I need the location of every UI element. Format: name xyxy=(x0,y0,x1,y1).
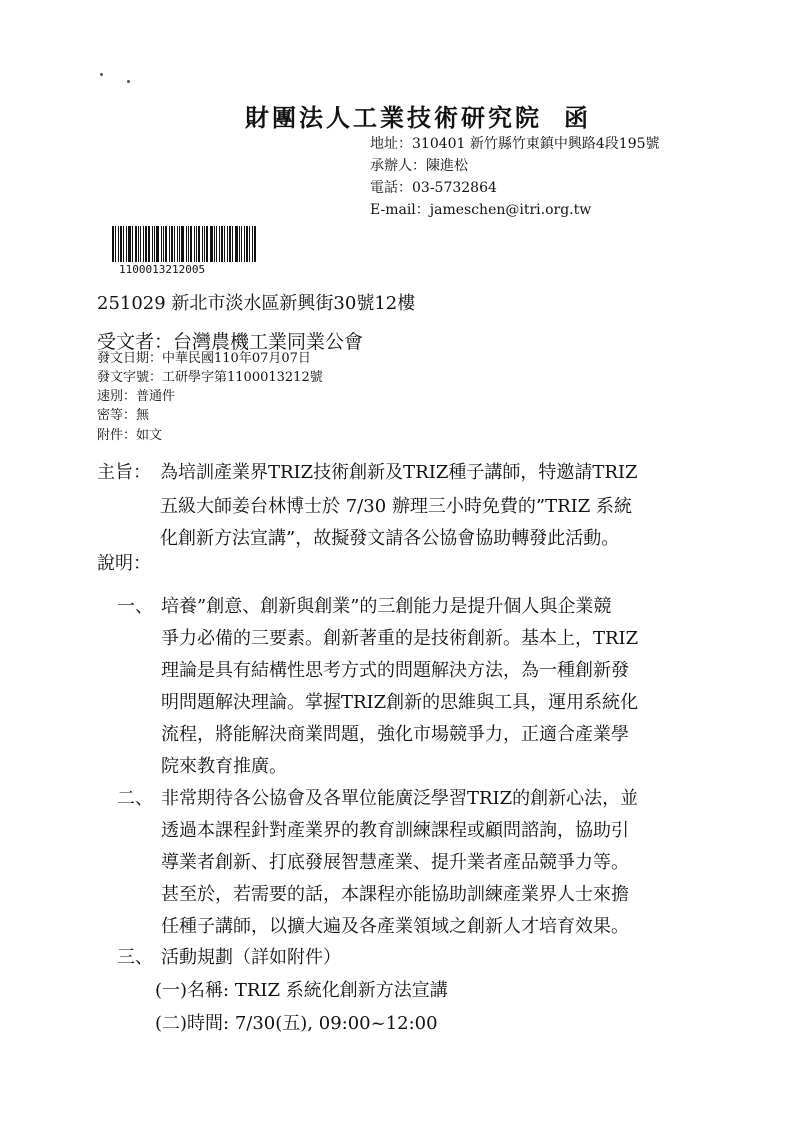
barcode-bar xyxy=(148,226,150,262)
barcode-bar xyxy=(202,226,203,262)
barcode-bar xyxy=(186,226,187,262)
item-1-line: 爭力必備的三要素。創新著重的是技術創新。基本上，TRIZ xyxy=(161,628,639,649)
item-2-number: 二、 xyxy=(117,788,153,809)
doc-type: 函 xyxy=(564,103,591,132)
scan-speck xyxy=(127,80,130,83)
item-1-line: 明問題解決理論。掌握TRIZ創新的思維與工具，運用系統化 xyxy=(161,692,639,713)
barcode-bar xyxy=(115,226,116,262)
item-1-line: 培養”創意、創新與創業”的三創能力是提升個人與企業競 xyxy=(161,596,612,617)
barcode-bar xyxy=(138,226,139,262)
barcode-bar xyxy=(188,226,189,262)
barcode-bar xyxy=(194,226,195,262)
item-2-line: 非常期待各公協會及各單位能廣泛學習TRIZ的創新心法，並 xyxy=(161,788,639,809)
barcode-bar xyxy=(128,226,131,262)
item-1-line: 院來教育推廣。 xyxy=(161,756,287,777)
barcode-bar xyxy=(206,226,208,262)
barcode-bar xyxy=(171,226,173,262)
subject-line: 化創新方法宣講”，故擬發文請各公協會協助轉發此活動。 xyxy=(160,528,620,549)
barcode-bar xyxy=(227,226,228,262)
barcode-bar xyxy=(190,226,192,262)
subject-label: 主旨： xyxy=(97,462,151,483)
barcode-bar xyxy=(181,226,184,262)
item-1-line: 理論是具有結構性思考方式的問題解決方法，為一種創新發 xyxy=(161,660,629,681)
barcode-bar xyxy=(165,226,167,262)
scan-speck xyxy=(100,73,103,76)
subject-line: 五級大師姜台林博士於 7/30 辦理三小時免費的”TRIZ 系統 xyxy=(160,496,632,517)
barcode-bar xyxy=(123,226,124,262)
barcode-bar xyxy=(229,226,231,262)
item-3-number: 三、 xyxy=(117,947,153,968)
item-3-title: 活動規劃（詳如附件） xyxy=(161,947,341,968)
contact-person: 承辦人：陳進松 xyxy=(370,158,468,174)
recipient-name: 受文者：台灣農機工業同業公會 xyxy=(97,331,364,353)
barcode-bar xyxy=(232,226,233,262)
reference-number: 發文字號：工研學字第1100013212號 xyxy=(97,370,323,385)
item-1-number: 一、 xyxy=(117,596,153,617)
contact-email: E-mail：jameschen@itri.org.tw xyxy=(370,202,592,218)
barcode-bar xyxy=(154,226,155,262)
barcode-bar xyxy=(246,226,248,262)
barcode-bar xyxy=(179,226,180,262)
barcode-bar xyxy=(152,226,153,262)
barcode-bar xyxy=(120,226,122,262)
barcode-bar xyxy=(135,226,137,262)
barcode-bar xyxy=(221,226,223,262)
attachment: 附件：如文 xyxy=(97,428,163,443)
barcode-bar xyxy=(143,226,144,262)
barcode-bar xyxy=(140,226,141,262)
barcode-bar xyxy=(249,226,250,262)
barcode-bar xyxy=(239,226,240,262)
subject-line: 為培訓產業界TRIZ技術創新及TRIZ種子講師，特邀請TRIZ xyxy=(160,462,638,483)
barcode-bar xyxy=(112,226,114,262)
item-2-line: 透過本課程針對產業界的教育訓練課程或顧問諮詢，協助引 xyxy=(161,820,629,841)
barcode-bar xyxy=(174,226,175,262)
barcode-bar xyxy=(156,226,159,262)
document-title xyxy=(245,98,591,133)
item-3-sub-name: (一)名稱: TRIZ 系統化創新方法宣講 xyxy=(155,980,448,1001)
barcode-bar xyxy=(244,226,245,262)
barcode-bar xyxy=(132,226,133,262)
barcode-bar xyxy=(198,226,200,262)
barcode-bar xyxy=(118,226,119,262)
barcode-bar xyxy=(241,226,242,262)
contact-phone: 電話：03-5732864 xyxy=(370,180,497,196)
explanation-label: 說明： xyxy=(97,553,151,574)
item-2-line: 任種子講師，以擴大遍及各產業領域之創新人才培育效果。 xyxy=(161,916,629,937)
barcode-bar xyxy=(214,226,215,262)
sender-address: 地址：310401 新竹縣竹東鎮中興路4段195號 xyxy=(370,136,660,152)
delivery-speed: 速別：普通件 xyxy=(97,389,176,404)
barcode-bar xyxy=(224,226,225,262)
barcode-bar xyxy=(177,226,178,262)
barcode-bar xyxy=(169,226,170,262)
barcode-number: 1100013212005 xyxy=(119,263,206,276)
barcode-bar xyxy=(252,226,253,262)
barcode-bar xyxy=(204,226,205,262)
barcode-bar xyxy=(219,226,220,262)
item-2-line: 導業者創新、打底發展智慧產業、提升業者產品競爭力等。 xyxy=(161,852,629,873)
barcode-bar xyxy=(210,226,213,262)
item-1-line: 流程，將能解決商業問題，強化市場競爭力，正適合產業學 xyxy=(161,724,629,745)
secrecy-level: 密等：無 xyxy=(97,408,150,423)
org-title: 財團法人工業技術研究院 xyxy=(245,103,542,132)
barcode-bar xyxy=(161,226,162,262)
barcode-bar xyxy=(126,226,127,262)
barcode-bar xyxy=(196,226,197,262)
barcode xyxy=(112,226,257,262)
recipient-address: 251029 新北市淡水區新興街30號12樓 xyxy=(97,293,416,314)
barcode-bar xyxy=(254,226,256,262)
barcode-bar xyxy=(216,226,217,262)
item-3-sub-time: (二)時間: 7/30(五), 09:00~12:00 xyxy=(155,1013,438,1034)
item-2-line: 甚至於，若需要的話，本課程亦能協助訓練產業界人士來擔 xyxy=(161,884,629,905)
barcode-bar xyxy=(145,226,147,262)
barcode-bar xyxy=(163,226,164,262)
barcode-bar xyxy=(235,226,238,262)
issue-date: 發文日期：中華民國110年07月07日 xyxy=(97,351,311,366)
